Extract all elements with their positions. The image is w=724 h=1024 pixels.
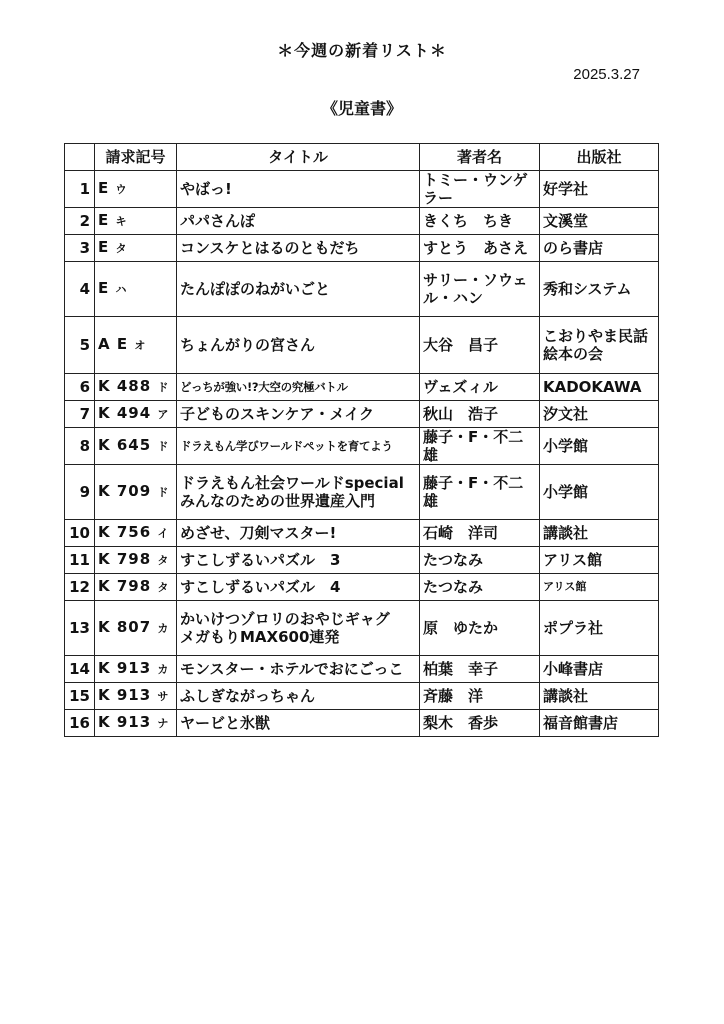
call-number <box>95 208 177 235</box>
book-author: すとう あさえ <box>420 235 540 262</box>
book-title: ふしぎながっちゃん <box>177 683 420 710</box>
row-number: 10 <box>65 520 95 547</box>
book-publisher: アリス館 <box>540 574 659 601</box>
book-title: ヤービと氷獣 <box>177 710 420 737</box>
call-kana: カ <box>157 622 170 635</box>
call-number <box>95 656 177 683</box>
column-header-number <box>65 144 95 171</box>
table-row <box>65 465 659 520</box>
row-number: 7 <box>65 401 95 428</box>
call-kana: ド <box>157 440 170 453</box>
book-author: 柏葉 幸子 <box>420 656 540 683</box>
call-class: K 807 <box>98 618 152 636</box>
call-kana: タ <box>157 581 170 594</box>
row-number: 16 <box>65 710 95 737</box>
call-number <box>95 374 177 401</box>
call-kana: ア <box>157 408 170 421</box>
call-class: K 756 <box>98 523 152 541</box>
table-row <box>65 235 659 262</box>
call-number <box>95 262 177 317</box>
call-class: K 709 <box>98 482 152 500</box>
call-kana: イ <box>157 527 170 540</box>
call-class: E <box>98 211 110 229</box>
book-publisher: 福音館書店 <box>540 710 659 737</box>
call-class: K 488 <box>98 377 152 395</box>
book-author: 藤子・F・不二雄 <box>420 428 540 465</box>
book-author: たつなみ <box>420 574 540 601</box>
row-number: 4 <box>65 262 95 317</box>
new-books-table <box>64 143 659 737</box>
call-number <box>95 520 177 547</box>
book-title: モンスター・ホテルでおにごっこ <box>177 656 420 683</box>
call-number <box>95 547 177 574</box>
list-date: 2025.3.27 <box>573 66 640 83</box>
book-publisher: アリス館 <box>540 547 659 574</box>
book-title <box>177 601 420 656</box>
book-title: たんぽぽのねがいごと <box>177 262 420 317</box>
book-publisher: 好学社 <box>540 171 659 208</box>
book-title-line-2: みんなのための世界遺産入門 <box>180 492 376 510</box>
table-header-row <box>65 144 659 171</box>
table-row <box>65 520 659 547</box>
book-publisher: こおりやま民話絵本の会 <box>540 317 659 374</box>
book-author: 石崎 洋司 <box>420 520 540 547</box>
book-title: すこしずるいパズル 3 <box>177 547 420 574</box>
call-kana: ド <box>157 381 170 394</box>
row-number: 1 <box>65 171 95 208</box>
column-header-call-number: 請求記号 <box>95 144 177 171</box>
call-class: K 798 <box>98 577 152 595</box>
table-row <box>65 656 659 683</box>
call-number <box>95 601 177 656</box>
call-class: K 494 <box>98 404 152 422</box>
call-number <box>95 465 177 520</box>
table-row <box>65 208 659 235</box>
call-kana: ハ <box>115 283 128 296</box>
book-title: ドラえもん学びワールドペットを育てよう <box>177 428 420 465</box>
book-author: きくち ちき <box>420 208 540 235</box>
row-number: 5 <box>65 317 95 374</box>
book-title: 子どものスキンケア・メイク <box>177 401 420 428</box>
book-publisher: KADOKAWA <box>540 374 659 401</box>
book-title: すこしずるいパズル 4 <box>177 574 420 601</box>
table-row <box>65 547 659 574</box>
row-number: 6 <box>65 374 95 401</box>
book-author: たつなみ <box>420 547 540 574</box>
table-row <box>65 262 659 317</box>
row-number: 3 <box>65 235 95 262</box>
book-author: 秋山 浩子 <box>420 401 540 428</box>
book-publisher: 秀和システム <box>540 262 659 317</box>
call-class: E <box>98 279 110 297</box>
call-class: A E <box>98 335 129 353</box>
call-class: K 798 <box>98 550 152 568</box>
call-number <box>95 574 177 601</box>
call-class: E <box>98 179 110 197</box>
book-title: コンスケとはるのともだち <box>177 235 420 262</box>
book-publisher: 講談社 <box>540 683 659 710</box>
book-publisher: のら書店 <box>540 235 659 262</box>
category-heading: 《児童書》 <box>321 99 402 118</box>
book-author: 大谷 昌子 <box>420 317 540 374</box>
book-author: 原 ゆたか <box>420 601 540 656</box>
book-author: 藤子・F・不二雄 <box>420 465 540 520</box>
call-class: K 913 <box>98 686 152 704</box>
book-title: どっちが強い!?大空の究極バトル <box>177 374 420 401</box>
table-row <box>65 601 659 656</box>
book-publisher: 小学館 <box>540 428 659 465</box>
table-row <box>65 574 659 601</box>
call-class: K 645 <box>98 436 152 454</box>
call-kana: ナ <box>157 717 170 730</box>
book-publisher: 講談社 <box>540 520 659 547</box>
row-number: 11 <box>65 547 95 574</box>
book-author: サリー・ソウェル・ハン <box>420 262 540 317</box>
call-number <box>95 683 177 710</box>
table-row <box>65 374 659 401</box>
call-number <box>95 171 177 208</box>
call-kana: オ <box>134 339 147 352</box>
book-title <box>177 465 420 520</box>
column-header-author: 著者名 <box>420 144 540 171</box>
row-number: 12 <box>65 574 95 601</box>
book-publisher: 小学館 <box>540 465 659 520</box>
call-kana: タ <box>157 554 170 567</box>
book-publisher: 汐文社 <box>540 401 659 428</box>
call-kana: ド <box>157 486 170 499</box>
book-title: パパさんぽ <box>177 208 420 235</box>
call-number <box>95 401 177 428</box>
book-author: トミー・ウンゲラー <box>420 171 540 208</box>
book-title: やばっ! <box>177 171 420 208</box>
call-class: K 913 <box>98 713 152 731</box>
book-publisher: 小峰書店 <box>540 656 659 683</box>
book-title-line-1: ドラえもん社会ワールドspecial <box>180 474 404 492</box>
column-header-title: タイトル <box>177 144 420 171</box>
book-publisher: ポプラ社 <box>540 601 659 656</box>
call-kana: キ <box>115 215 128 228</box>
book-title-line-1: かいけつゾロリのおやじギャグ <box>180 610 390 628</box>
book-author: 斉藤 洋 <box>420 683 540 710</box>
row-number: 9 <box>65 465 95 520</box>
table-row <box>65 401 659 428</box>
call-number <box>95 710 177 737</box>
column-header-publisher: 出版社 <box>540 144 659 171</box>
book-title: めざせ、刀剣マスター! <box>177 520 420 547</box>
book-publisher: 文溪堂 <box>540 208 659 235</box>
table-row <box>65 171 659 208</box>
call-kana: ウ <box>115 183 128 196</box>
call-class: K 913 <box>98 659 152 677</box>
call-number <box>95 235 177 262</box>
table-row <box>65 317 659 374</box>
call-kana: タ <box>115 242 128 255</box>
row-number: 13 <box>65 601 95 656</box>
call-class: E <box>98 238 110 256</box>
call-kana: カ <box>157 663 170 676</box>
book-title: ちょんがりの宮さん <box>177 317 420 374</box>
call-kana: サ <box>157 690 170 703</box>
table-row <box>65 710 659 737</box>
table-row <box>65 428 659 465</box>
row-number: 2 <box>65 208 95 235</box>
book-title-line-2: メガもりMAX600連発 <box>180 628 340 646</box>
page-title: ＊今週の新着リスト＊ <box>277 41 447 60</box>
row-number: 8 <box>65 428 95 465</box>
row-number: 15 <box>65 683 95 710</box>
call-number <box>95 428 177 465</box>
call-number <box>95 317 177 374</box>
book-author: ヴェズィル <box>420 374 540 401</box>
row-number: 14 <box>65 656 95 683</box>
book-author: 梨木 香歩 <box>420 710 540 737</box>
table-row <box>65 683 659 710</box>
